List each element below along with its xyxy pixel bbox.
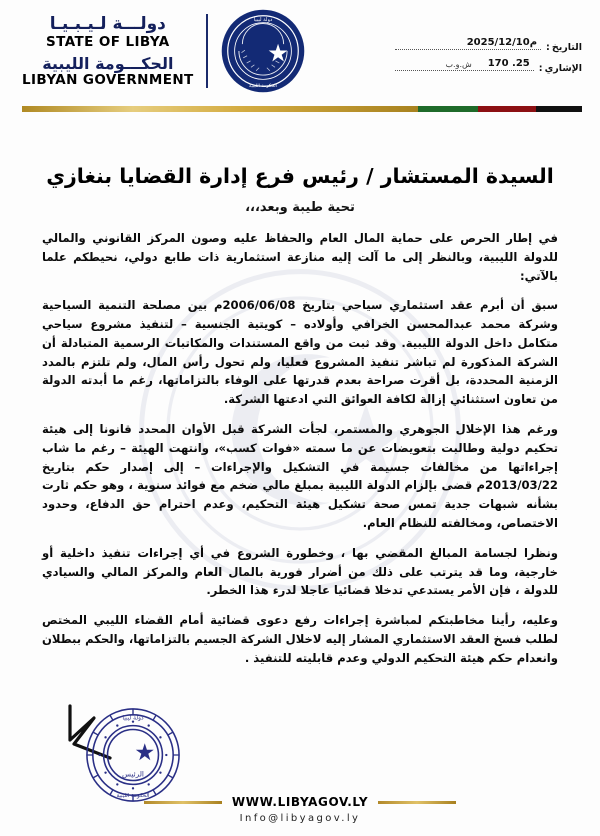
rule-segment-green (418, 106, 478, 112)
page-title: السيدة المستشار / رئيس فرع إدارة القضايا بنغازي (46, 164, 554, 188)
rule-segment-black (536, 106, 582, 112)
brand-divider (206, 14, 208, 88)
libya-state-emblem-icon (220, 8, 306, 94)
rule-segment-gold (22, 106, 418, 112)
reference-dotted-line (395, 59, 534, 71)
signature-block (60, 700, 260, 800)
footer-email[interactable]: Info@libyagov.ly (239, 813, 361, 824)
header-divider-rule (22, 106, 582, 112)
document-header (0, 0, 600, 100)
reference-label: الإشاري (544, 63, 582, 74)
reference-prefix: ش.و.ب (445, 60, 472, 69)
body-paragraph: ورغم هذا الإخلال الجوهري والمستمر، لجأت الشركة قبل الأوان المحدد قانونا إلى هيئة تحكيم دولية وطالبت بتعويضات عن ما سمته «فوات كسب»، وانتهت الهيئة – رغم ما شاب إجراءاتها من مخالفات جسيمة في التشكيل والإجراءات – إلى إصدار حكم بتاريخ 2013/03/22م قضى بإلزام الدولة الليبية بمبلغ مالي ضخم مع فوائد سنوية ، وهو حكم ثارت بشأنه شبهات جدية تمس صحة تشكيل هيئة التحكيم، وعدم احترام حق الدفاع، وحدود الاختصاص، ومخالفته للنظام العام. (42, 422, 558, 530)
body-paragraph: في إطار الحرص على حماية المال العام والحفاظ عليه وصون المركز القانوني والمالي للدولة الليبية، وبالنظر إلى ما آلت إليه منازعة استثمارية ذات طابع دولي، نحيطكم علما بالآتي: (42, 231, 558, 283)
brand-text-block (22, 13, 194, 88)
official-round-seal-icon (84, 706, 182, 804)
date-label: التاريخ (551, 42, 582, 53)
state-name-english: STATE OF LIBYA (46, 34, 170, 51)
date-colon: : (546, 42, 550, 53)
date-value: 2025/12/10م (466, 37, 538, 48)
greeting-line: تحية طيبة وبعد،،، (245, 200, 355, 215)
document-meta (392, 38, 582, 80)
government-name-english: LIBYAN GOVERNMENT (22, 72, 194, 89)
reference-row (392, 59, 582, 74)
emblem-top-text: دولة ليبيا (253, 16, 272, 23)
seal-center-text: الرئيس (122, 769, 144, 779)
government-name-arabic: الحكـــومة الليبية (42, 53, 174, 73)
footer-website[interactable]: WWW.LIBYAGOV.LY (231, 795, 369, 809)
document-body (0, 164, 600, 667)
date-row (392, 38, 582, 53)
body-paragraph: وعليه، رأينا مخاطبتكم لمباشرة إجراءات رفع دعوى قضائية أمام القضاء الليبي المختص لطلب فسخ العقد الاستثماري المشار إليه لاخلال الشركة الجسيم بالتزاماتها، والحكم ببطلان وانعدام حكم هيئة التحكيم الدولي وعدم قابليته للتنفيذ . (42, 613, 558, 665)
body-paragraph: سبق أن أبرم عقد استثماري سياحي بتاريخ 2006/06/08م بين مصلحة التنمية السياحية وشركة محمد عبدالمحسن الخرافي وأولاده – كويتية الجنسية – لتنفيذ مشروع سياحي متكامل داخل الدولة الليبية. وقد ثبت من واقع المستندات والمكاتبات الرسمية المتبادلة أن الشركة المذكورة لم تباشر تنفيذ المشروع فعليا، ولم تحول رأس المال، ولم تلتزم بالمدد الزمنية المحددة، بل أقرت صراحة بعدم قدرتها على الوفاء بالتزاماتها، رغم ما أبدته الدولة من تعاون استثنائي إزالة لكافة العوائق التي ادعتها الشركة. (42, 298, 558, 407)
date-dotted-line (395, 38, 541, 50)
letterhead-brand (22, 8, 306, 94)
body-paragraph: ونظرا لجسامة المبالغ المقضي بها ، وخطورة الشروع في أي إجراءات تنفيذ داخلية أو خارجية، وما قد يترتب على ذلك من أضرار فورية بالمال العام والمركز المالي والسيادي للدولة ، فإن الأمر يستدعي تدخلا قضائيا عاجلا لدرء هذا الخطر. (42, 545, 558, 598)
state-name-arabic: دولـــة لـيـبـيـا (49, 14, 166, 35)
emblem-bottom-text: الحكومة الليبية (248, 84, 277, 90)
rule-segment-red (478, 106, 536, 112)
footer-rule-right (378, 801, 456, 804)
seal-bottom-text: الحكومة الليبية (116, 793, 150, 800)
reference-value: 170 .25 (487, 58, 530, 69)
seal-top-text: دولة ليبيا (122, 715, 144, 722)
reference-colon: : (538, 63, 543, 74)
